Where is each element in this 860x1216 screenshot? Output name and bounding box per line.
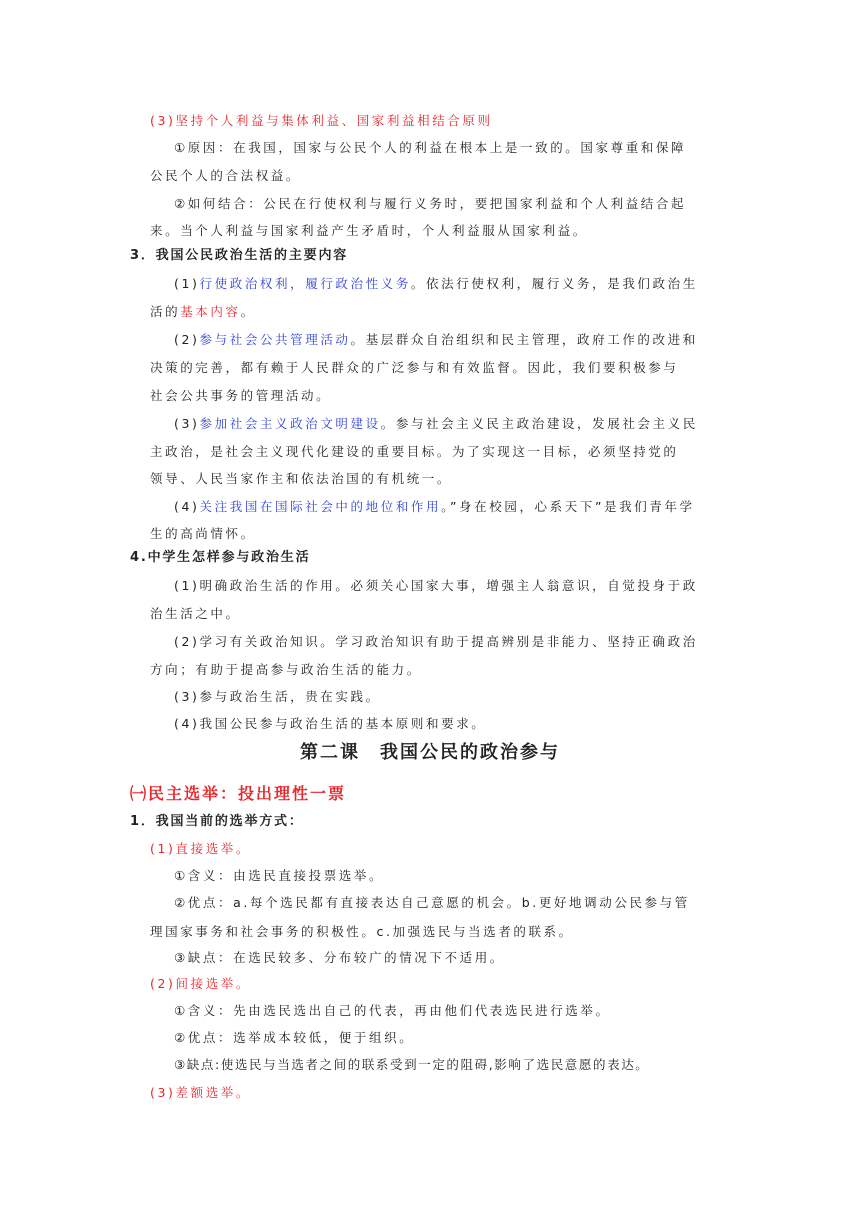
indirect-election-disadvantages: ③缺点:使选民与当选者之间的联系受到一定的阻碍,影响了选民意愿的表达。 [174, 1057, 650, 1072]
content-item-1-line-2 [150, 302, 256, 322]
content-item-4-line-1 [174, 497, 695, 517]
direct-election-disadvantages: ③缺点：在选民较多、分布较广的情况下不适用。 [174, 950, 505, 965]
item-number: (1) [174, 276, 200, 291]
highlight-blue: 参加社会主义政治文明建设 [199, 416, 381, 431]
item-number: (4) [174, 499, 200, 514]
direct-election-title: (1)直接选举。 [150, 841, 252, 856]
indirect-election-advantages: ②优点：选举成本较低，便于组织。 [174, 1030, 415, 1045]
student-item-2-line-2: 方向；有助于提高参与政治生活的能力。 [150, 662, 422, 677]
direct-election-definition: ①含义：由选民直接投票选举。 [174, 868, 385, 883]
item-text: 。参与社会主义民主政治建设，发展社会主义民 [380, 416, 698, 431]
student-item-3: (3)参与政治生活，贵在实践。 [174, 689, 381, 704]
section-3-heading: 3．我国公民政治生活的主要内容 [130, 248, 349, 263]
principle-3-how-line-1: ②如何结合：公民在行使权利与履行义务时，要把国家利益和个人利益结合起 [174, 196, 687, 211]
content-item-4-line-2: 生的高尚情怀。 [150, 526, 256, 541]
highlight-blue: 行使政治权利，履行政治性义务 [199, 276, 411, 291]
direct-election-advantages-line-1: ②优点：a.每个选民都有直接表达自己意愿的机会。b.更好地调动公民参与管 [174, 895, 690, 910]
item-text: 。依法行使权利，履行义务，是我们政治生 [410, 276, 698, 291]
content-item-3-line-1 [174, 414, 698, 434]
content-item-3-line-3: 领导、人民当家作主和依法治国的有机统一。 [150, 471, 453, 486]
item-text: 。基层群众自治组织和民主管理，政府工作的改进和 [350, 332, 698, 347]
highlight-red: 基本内容 [180, 304, 241, 319]
student-item-1-line-2: 治生活之中。 [150, 606, 241, 621]
content-item-2-line-3: 社会公共事务的管理活动。 [150, 388, 332, 403]
principle-3-title: (3)坚持个人利益与集体利益、国家利益相结合原则 [150, 113, 493, 128]
highlight-blue: 关注我国在国际社会中的地位和作用 [199, 499, 442, 514]
highlight-blue: 参与社会公共管理活动 [199, 332, 351, 347]
principle-3-reason-line-1: ①原因：在我国，国家与公民个人的利益在根本上是一致的。国家尊重和保障 [174, 140, 687, 155]
content-item-1-line-1 [174, 274, 698, 294]
item-number: (2) [174, 332, 200, 347]
principle-3-how-line-2: 来。当个人利益与国家利益产生矛盾时，个人利益服从国家利益。 [150, 223, 588, 238]
content-item-2-line-1 [174, 330, 698, 350]
election-methods-heading: 1．我国当前的选举方式： [130, 814, 304, 829]
student-item-4: (4)我国公民参与政治生活的基本原则和要求。 [174, 716, 487, 731]
section-4-heading: 4.中学生怎样参与政治生活 [130, 550, 311, 565]
content-item-2-line-2: 决策的完善，都有赖于人民群众的广泛参与和有效监督。因此，我们要积极参与 [150, 360, 679, 375]
item-number: (3) [174, 416, 200, 431]
student-item-2-line-1: (2)学习有关政治知识。学习政治知识有助于提高辨别是非能力、坚持正确政治 [174, 634, 698, 649]
differential-election-title: (3)差额选举。 [150, 1085, 252, 1100]
indirect-election-title: (2)间接选举。 [150, 976, 252, 991]
subsection-title: ㈠民主选举：投出理性一票 [130, 784, 347, 803]
item-text: 活的 [150, 304, 181, 319]
item-text: 。”身在校园，心系天下”是我们青年学 [441, 499, 695, 514]
direct-election-advantages-line-2: 理国家事务和社会事务的积极性。c.加强选民与当选者的联系。 [150, 924, 574, 939]
lesson-title: 第二课 我国公民的政治参与 [300, 742, 560, 763]
student-item-1-line-1: (1)明确政治生活的作用。必须关心国家大事，增强主人翁意识，自觉投身于政 [174, 578, 698, 593]
content-item-3-line-2: 主政治，是社会主义现代化建设的重要目标。为了实现这一目标，必须坚持党的 [150, 444, 679, 459]
item-text: 。 [240, 304, 256, 319]
principle-3-reason-line-2: 公民个人的合法权益。 [150, 168, 302, 183]
indirect-election-definition: ①含义：先由选民选出自己的代表，再由他们代表选民进行选举。 [174, 1003, 611, 1018]
